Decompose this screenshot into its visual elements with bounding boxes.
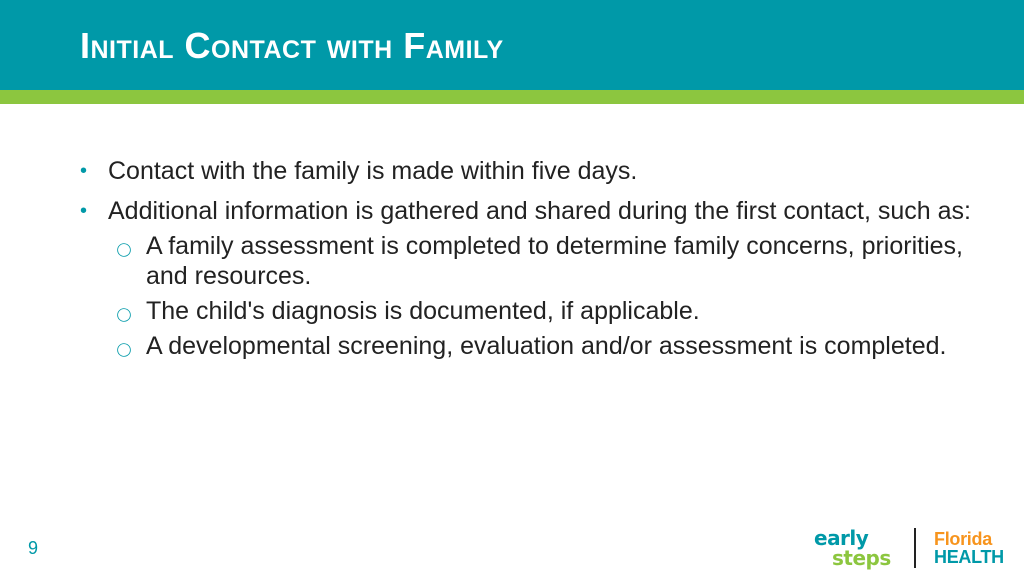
- bullet-icon: •: [80, 160, 88, 182]
- florida-health-logo: [934, 530, 1004, 570]
- title-bar: [0, 0, 1024, 90]
- accent-stripe: [0, 90, 1024, 104]
- circle-bullet-icon: [117, 343, 131, 357]
- sub-bullet-text: The child's diagnosis is documented, if applicable.: [146, 297, 700, 325]
- circle-bullet-icon: [117, 308, 131, 322]
- sub-bullet-text: A family assessment is completed to determine family concerns, priorities, and resources.: [146, 232, 963, 290]
- sub-bullet-item: [108, 296, 978, 326]
- sub-bullet-item: [108, 231, 978, 291]
- sub-bullet-list: [108, 231, 978, 361]
- sub-bullet-text: A developmental screening, evaluation and/or assessment is completed.: [146, 332, 947, 360]
- early-steps-logo-line1: early: [814, 526, 869, 550]
- sub-bullet-item: [108, 331, 978, 361]
- early-steps-logo: [814, 528, 900, 572]
- circle-bullet-icon: [117, 243, 131, 257]
- slide-content: [78, 156, 978, 361]
- bullet-text: Contact with the family is made within five days.: [108, 157, 638, 185]
- slide-title: Initial Contact with Family: [80, 25, 504, 66]
- page-number: 9: [28, 538, 39, 558]
- bullet-icon: •: [80, 200, 88, 222]
- early-steps-logo-line2: steps: [832, 546, 891, 570]
- florida-health-logo-line1: Florida: [934, 529, 992, 549]
- bullet-text: Additional information is gathered and shared during the first contact, such as:: [108, 197, 972, 225]
- bullet-item: [78, 156, 978, 186]
- logo-divider: [914, 528, 916, 568]
- bullet-item: [78, 196, 978, 361]
- florida-health-logo-line2: HEALTH: [934, 547, 1004, 567]
